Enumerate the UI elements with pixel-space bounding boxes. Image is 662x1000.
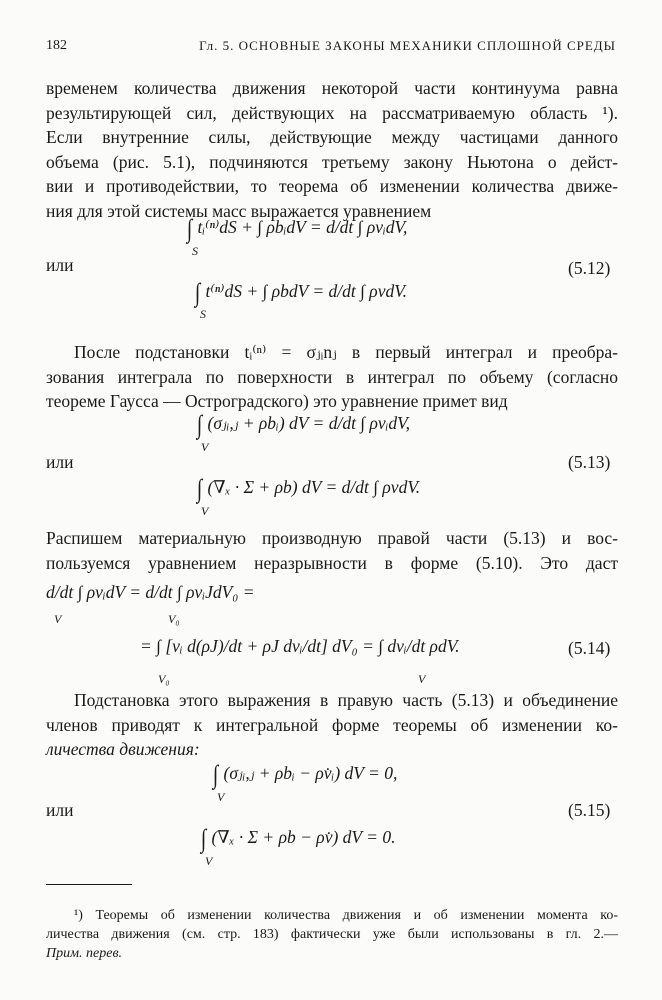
text-line: теореме Гаусса — Остроградского) это уравнение примет вид — [46, 391, 508, 411]
integral-limit: V — [217, 790, 225, 804]
text-line: временем количества движения некоторой части континуума равна — [46, 78, 618, 98]
text-line: Распишем материальную производную правой части (5.13) и вос- — [46, 528, 618, 548]
footnote-line: ¹) Теоремы об изменении количества движения и об изменении момента ко- — [74, 908, 618, 923]
page-number: 182 — [46, 38, 67, 53]
integral-sign-icon: ∫ — [196, 410, 203, 439]
integral-limit: V₀ — [168, 612, 180, 626]
text-line: объема (рис. 5.1), подчиняются третьему закону Ньютона о дейст- — [46, 151, 618, 172]
equation-5-13-line2 — [196, 474, 420, 504]
integral-sign-icon: ∫ — [200, 824, 207, 853]
equation-label: (5.12) — [568, 258, 611, 278]
text-line: членов приводят к интегральной форме теоремы об изменении ко- — [46, 714, 618, 735]
footnote — [46, 906, 618, 963]
equation-text: (∇ₓ · Σ + ρb) dV = d/dt ∫ ρvdV. — [207, 477, 421, 497]
text-line: результирующей сил, действующих на рассматриваемую область ¹). — [46, 102, 618, 123]
footnote-line: личества движения (см. стр. 183) фактически уже были использованы в гл. 2.— — [46, 927, 618, 942]
equation-text: (σⱼᵢ,ⱼ + ρbᵢ − ρv̇ᵢ) dV = 0, — [223, 763, 398, 783]
equation-5-14-line1 — [46, 582, 255, 603]
integral-limit: V — [201, 504, 209, 518]
equation-5-12-line2 — [194, 278, 407, 308]
text-line: После подстановки tᵢ⁽ⁿ⁾ = σⱼᵢnⱼ в первый интеграл и преобра- — [74, 342, 618, 362]
text-line: ния для этой системы масс выражается уравнением — [46, 200, 432, 221]
equation-label: (5.15) — [568, 800, 611, 820]
integral-sign-icon: ∫ — [194, 278, 201, 307]
footnote-divider — [46, 884, 132, 885]
connector-word: или — [46, 255, 74, 275]
integral-limit: S — [200, 307, 206, 321]
equation-label: (5.14) — [568, 638, 611, 658]
integral-sign-icon: ∫ — [196, 474, 203, 503]
equation-5-13-line1 — [196, 410, 410, 440]
text-line: Если внутренние силы, действующие между частицами данного — [46, 127, 618, 147]
equation-text: (∇ₓ · Σ + ρb − ρv̇) dV = 0. — [211, 827, 396, 847]
paragraph-4 — [46, 688, 618, 762]
integral-limit: V — [418, 672, 426, 686]
equation-text: tᵢ⁽ⁿ⁾dS + ∫ ρbᵢdV = d/dt ∫ ρvᵢdV, — [197, 217, 408, 237]
integral-limit: V — [205, 854, 213, 868]
page-header — [46, 38, 616, 60]
equation-5-14-line2 — [140, 636, 460, 657]
connector-word: или — [46, 800, 74, 820]
text-line: личества движения: — [46, 739, 200, 759]
equation-5-12-line1 — [186, 214, 407, 244]
text-line: зования интеграла по поверхности в интеграл по объему (согласно — [46, 366, 618, 387]
integral-sign-icon: ∫ — [186, 214, 193, 243]
equation-5-15-line1 — [212, 760, 397, 790]
paragraph-3 — [46, 526, 618, 575]
equation-text: (σⱼᵢ,ⱼ + ρbᵢ) dV = d/dt ∫ ρvᵢdV, — [207, 413, 410, 433]
equation-text: = ∫ [vᵢ d(ρJ)/dt + ρJ dvᵢ/dt] dV₀ = ∫ dvᵢ/dt ρdV. — [140, 636, 460, 656]
equation-text: d/dt ∫ ρvᵢdV = d/dt ∫ ρvᵢJdV₀ = — [46, 582, 255, 602]
paragraph-2 — [46, 340, 618, 414]
integral-limit: V — [201, 440, 209, 454]
text-line: вии и противодействии, то теорема об изменении количества движе- — [46, 176, 618, 196]
running-head: Гл. 5. ОСНОВНЫЕ ЗАКОНЫ МЕХАНИКИ СПЛОШНОЙ СРЕДЫ — [199, 38, 616, 53]
integral-limit: S — [192, 244, 198, 258]
integral-limit: V — [54, 612, 62, 626]
integral-sign-icon: ∫ — [212, 760, 219, 789]
connector-word: или — [46, 452, 74, 472]
paragraph-1 — [46, 76, 618, 223]
equation-text: t⁽ⁿ⁾dS + ∫ ρbdV = d/dt ∫ ρvdV. — [205, 281, 408, 301]
footnote-line: Прим. перев. — [46, 946, 123, 961]
equation-label: (5.13) — [568, 452, 611, 472]
equation-5-15-line2 — [200, 824, 396, 854]
text-line: Подстановка этого выражения в правую часть (5.13) и объединение — [74, 690, 618, 710]
integral-limit: V₀ — [158, 672, 170, 686]
text-line: пользуемся уравнением неразрывности в форме (5.10). Это даст — [46, 552, 618, 573]
